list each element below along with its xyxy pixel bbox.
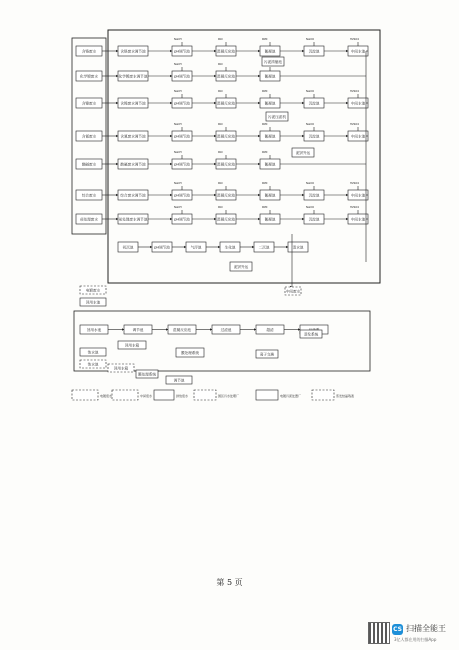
row-head-4-label: 酸碱废水调节池 <box>120 162 146 167</box>
row-0-unit-3-label: 沉淀池 <box>308 49 320 54</box>
row-1-reagent-1: PAC <box>218 63 223 66</box>
input-arrow-0-arrowhead <box>116 50 118 52</box>
input-box-5-label: 综合废水 <box>81 193 97 198</box>
row-1-reagent-0: NaOH <box>174 63 182 66</box>
row-6-reagent-4: H2SO4 <box>350 206 359 209</box>
row-6-unit-0-label: pH调节池 <box>174 217 190 222</box>
legend-text-2: 排放废水 <box>176 394 189 398</box>
input-arrow-2-arrowhead <box>116 102 118 104</box>
row-6-unit-4-label: 中间水池 <box>350 217 366 222</box>
row-6-reagent-2: PAM <box>262 206 268 209</box>
lower-link-2-arrowhead <box>184 246 186 248</box>
reuse-box-2-label: 混凝反应池 <box>173 327 191 332</box>
sludge-box-1-label: 污泥压滤机 <box>268 114 286 119</box>
row-5-link-0-arrowhead <box>170 194 172 196</box>
row-5-reagent-4: H2SO4 <box>350 182 359 185</box>
row-6-reagent-0: NaOH <box>174 206 182 209</box>
input-box-1-label: 化学镀废水 <box>80 74 98 79</box>
transfer-box-label: 中间废水 <box>285 289 301 294</box>
row-3-link-0-arrowhead <box>170 135 172 137</box>
row-5-link-1-arrowhead <box>214 194 216 196</box>
row-2-reagent-2: PAM <box>262 90 268 93</box>
row-3-unit-2-label: 絮凝池 <box>264 134 276 139</box>
row-5-reagent-2: PAM <box>262 182 268 185</box>
legend-text-5: 蒸发结晶残液 <box>336 394 355 398</box>
reuse-box-0-label: 回用水池 <box>86 327 102 332</box>
camscanner-logo-icon: CS <box>393 626 402 633</box>
row-4-link-0-arrowhead <box>170 163 172 165</box>
legend-swatch-5 <box>312 390 334 400</box>
lower-box-1-label: pH调节池 <box>154 245 170 250</box>
row-1-unit-2-label: 絮凝池 <box>264 74 276 79</box>
reuse-box-4-label: 超滤 <box>266 327 274 332</box>
row-4-reagent-1: PAC <box>218 151 223 154</box>
row-6-reagent-1: PAC <box>218 206 223 209</box>
reuse-input-0-label: 电镀废水 <box>85 288 101 293</box>
legend-swatch-4 <box>256 390 278 400</box>
row-3-reagent-2: PAM <box>262 123 268 126</box>
brand-slogan: 3亿人都在用的扫描App <box>394 637 437 642</box>
row-4-reagent-0: NaOH <box>174 151 182 154</box>
row-3-reagent-4: H2SO4 <box>350 123 359 126</box>
row-3-unit-3-label: 沉淀池 <box>308 134 320 139</box>
row-6-unit-1-label: 混凝反应池 <box>217 217 235 222</box>
row-4-reagent-2: PAM <box>262 151 268 154</box>
row-3-unit-1-label: 混凝反应池 <box>217 134 235 139</box>
input-box-6-label: 前处理废水 <box>80 217 98 222</box>
reuse-input-1-label: 回用水池 <box>85 300 101 305</box>
lower-box-5-label: 清水池 <box>292 245 304 250</box>
row-6-link-0-arrowhead <box>170 218 172 220</box>
row-5-reagent-1: PAC <box>218 182 223 185</box>
row-2-reagent-0: NaOH <box>174 90 182 93</box>
row-6-link-1-arrowhead <box>214 218 216 220</box>
row-3-reagent-1: PAC <box>218 123 223 126</box>
row-0-unit-4-label: 中间水池 <box>350 49 366 54</box>
row-0-link-1-arrowhead <box>214 50 216 52</box>
lower-link-1-arrowhead <box>150 246 152 248</box>
row-3-reagent-0: NaOH <box>174 123 182 126</box>
qr-code <box>368 622 390 644</box>
input-box-4-label: 酸碱废水 <box>81 162 97 167</box>
row-5-unit-2-label: 絮凝池 <box>264 193 276 198</box>
row-2-reagent-1: PAC <box>218 90 223 93</box>
row-0-unit-2-label: 絮凝池 <box>264 49 276 54</box>
page-number: 第 5 页 <box>216 578 243 587</box>
sludge-box-0-label: 污泥浓缩池 <box>264 59 282 64</box>
row-6-unit-3-label: 沉淀池 <box>308 217 320 222</box>
row-3-link-1-arrowhead <box>214 135 216 137</box>
brand-name: 扫描全能王 <box>406 624 446 633</box>
input-box-0-label: 含铬废水 <box>81 49 97 54</box>
row-4-unit-2-label: 絮凝池 <box>264 162 276 167</box>
reuse-link-2-arrowhead <box>166 328 168 330</box>
row-5-reagent-3: NaClO <box>306 182 315 185</box>
row-2-unit-1-label: 混凝反应池 <box>217 101 235 106</box>
reuse-box-b5-label: 浓水池 <box>87 362 99 367</box>
row-4-link-1-arrowhead <box>214 163 216 165</box>
row-2-reagent-3: NaClO <box>306 90 315 93</box>
row-0-reagent-1: PAC <box>218 38 223 41</box>
row-1-unit-1-label: 混凝反应池 <box>217 74 235 79</box>
row-3-unit-4-label: 中间水池 <box>350 134 366 139</box>
input-arrow-3-arrowhead <box>116 135 118 137</box>
row-0-reagent-3: NaClO <box>306 38 315 41</box>
input-box-2-label: 含镍废水 <box>81 101 97 106</box>
row-0-reagent-2: PAM <box>262 38 268 41</box>
legend-swatch-1 <box>112 390 138 400</box>
legend-swatch-2 <box>154 390 174 400</box>
treatment-frame <box>108 30 380 283</box>
row-head-2-label: 含镍废水调节池 <box>120 101 146 106</box>
lower-link-3-arrowhead <box>218 246 220 248</box>
legend-text-0: 电镀废水 <box>100 394 113 398</box>
reuse-box-b1-label: 回用水箱 <box>124 343 140 348</box>
reuse-box-b4-label: 蒸发系统 <box>303 332 319 337</box>
row-1-link-1-arrowhead <box>214 75 216 77</box>
row-3-unit-0-label: pH调节池 <box>174 134 190 139</box>
sludge-box-2-label: 泥饼外运 <box>295 150 311 155</box>
legend-text-4: 电镀污泥处置厂 <box>280 394 302 398</box>
row-5-unit-0-label: pH调节池 <box>174 193 190 198</box>
row-head-3-label: 含氰废水调节池 <box>120 134 146 139</box>
row-5-reagent-0: NaOH <box>174 182 182 185</box>
reuse-box-b6-label: 回用水箱 <box>113 366 129 371</box>
lower-box-0-label: 初沉池 <box>122 245 134 250</box>
reuse-link-4-arrowhead <box>254 328 256 330</box>
row-3-reagent-3: NaClO <box>306 123 315 126</box>
row-1-link-0-arrowhead <box>170 75 172 77</box>
legend-text-3: 园区污水处理厂 <box>218 394 240 398</box>
legend-swatch-0 <box>72 390 98 400</box>
lower-link-4-arrowhead <box>252 246 254 248</box>
row-0-reagent-0: NaOH <box>174 38 182 41</box>
row-4-unit-0-label: pH调节池 <box>174 162 190 167</box>
row-2-unit-4-label: 中间水池 <box>350 101 366 106</box>
reuse-box-b8-label: 调节池 <box>173 378 185 383</box>
lower-box-2-label: 气浮池 <box>190 245 202 250</box>
row-2-unit-3-label: 沉淀池 <box>308 101 320 106</box>
reuse-box-b2-label: 膜处理系统 <box>181 350 199 355</box>
legend-text-1: 中间废水 <box>140 394 153 398</box>
row-5-unit-3-label: 沉淀池 <box>308 193 320 198</box>
row-2-reagent-4: H2SO4 <box>350 90 359 93</box>
row-head-1-label: 化学镀废水调节池 <box>118 74 148 79</box>
row-head-0-label: 含铬废水调节池 <box>120 49 146 54</box>
row-4-unit-1-label: 混凝反应池 <box>217 162 235 167</box>
reuse-box-b0-label: 浓水池 <box>87 350 99 355</box>
row-0-reagent-4: H2SO4 <box>350 38 359 41</box>
lower-sludge-box-label: 泥饼外运 <box>233 264 249 269</box>
reuse-link-1-arrowhead <box>122 328 124 330</box>
input-box-3-label: 含氰废水 <box>81 134 97 139</box>
input-arrow-4-arrowhead <box>116 163 118 165</box>
row-2-link-1-arrowhead <box>214 102 216 104</box>
lower-box-4-label: 二沉池 <box>258 245 270 250</box>
reuse-box-b7-label: 膜处理系统 <box>138 372 156 377</box>
row-head-5-label: 综合废水调节池 <box>120 193 146 198</box>
reuse-link-3-arrowhead <box>210 328 212 330</box>
row-5-unit-1-label: 混凝反应池 <box>217 193 235 198</box>
row-2-link-0-arrowhead <box>170 102 172 104</box>
row-6-unit-2-label: 絮凝池 <box>264 217 276 222</box>
reuse-box-3-label: 过滤池 <box>220 327 232 332</box>
lower-box-3-label: 生化池 <box>224 245 236 250</box>
row-2-unit-2-label: 絮凝池 <box>264 101 276 106</box>
row-2-unit-0-label: pH调节池 <box>174 101 190 106</box>
legend-swatch-3 <box>194 390 216 400</box>
row-head-6-label: 前处理废水调节池 <box>118 217 148 222</box>
row-5-unit-4-label: 中间水池 <box>350 193 366 198</box>
reuse-box-1-label: 调节池 <box>132 327 144 332</box>
row-0-link-0-arrowhead <box>170 50 172 52</box>
row-6-reagent-3: NaClO <box>306 206 315 209</box>
row-0-unit-1-label: 混凝反应池 <box>217 49 235 54</box>
input-arrow-5-arrowhead <box>116 194 118 196</box>
row-1-unit-0-label: pH调节池 <box>174 74 190 79</box>
row-0-unit-0-label: pH调节池 <box>174 49 190 54</box>
reuse-box-b3-label: 离子交换 <box>259 352 275 357</box>
